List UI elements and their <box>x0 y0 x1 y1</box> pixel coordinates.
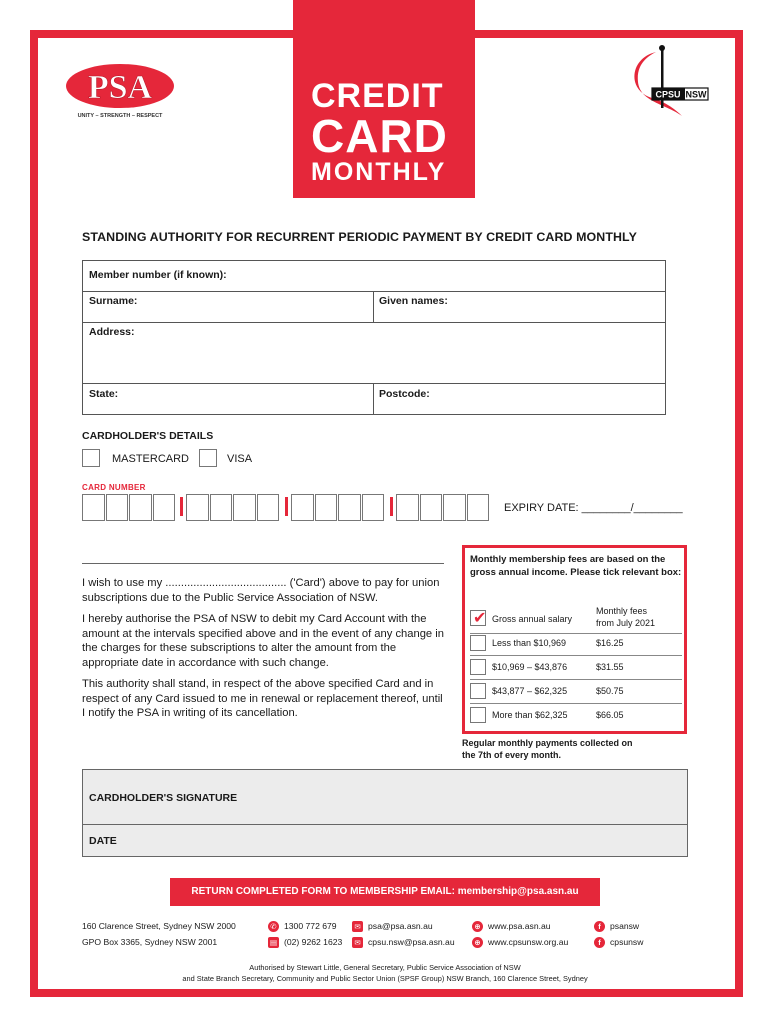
card-digit-box[interactable] <box>467 494 490 521</box>
footer-phones <box>284 918 342 950</box>
visa-checkbox[interactable] <box>199 449 217 467</box>
form-title: STANDING AUTHORITY FOR RECURRENT PERIODIC PAYMENT BY CREDIT CARD MONTHLY <box>82 230 637 244</box>
footer-emails <box>368 918 455 950</box>
fee-range-2: $10,969 – $43,876 <box>492 662 568 672</box>
email-icon: ✉ <box>352 921 363 932</box>
cpsu-nsw-text: NSW <box>685 89 707 100</box>
member-number-label: Member number (if known): <box>89 269 227 281</box>
card-digit-box[interactable] <box>186 494 209 521</box>
date-field[interactable] <box>83 825 687 857</box>
fee-range-3: $43,877 – $62,325 <box>492 686 568 696</box>
signature-box <box>82 769 688 857</box>
fee-amount-1: $16.25 <box>596 638 624 648</box>
psa-email-link[interactable]: psa@psa.asn.au <box>368 921 433 931</box>
authority-paragraph-3: This authority shall stand, in respect of the above specified Card and in respect of any Card issued to me in renewal or replacement thereof, until I notify the PSA in writing of its cancellation. <box>82 678 443 719</box>
card-number-separator <box>390 497 393 516</box>
postal-address: GPO Box 3365, Sydney NSW 2001 <box>82 937 218 947</box>
fee-amount-4: $66.05 <box>596 710 624 720</box>
fax-number: (02) 9262 1623 <box>284 937 343 947</box>
card-digit-box[interactable] <box>129 494 152 521</box>
authorisation-statement <box>0 963 770 984</box>
card-digit-box[interactable] <box>396 494 419 521</box>
authorisation-line-1: Authorised by Stewart Little, General Secretary, Public Service Association of NSW <box>249 963 521 972</box>
fee-checkbox-2[interactable] <box>470 659 486 675</box>
fee-range-4: More than $62,325 <box>492 710 568 720</box>
card-number-group-2[interactable] <box>186 494 280 521</box>
fees-header-row <box>470 606 682 634</box>
card-digit-box[interactable] <box>106 494 129 521</box>
card-digit-box[interactable] <box>233 494 256 521</box>
fee-amount-3: $50.75 <box>596 686 624 696</box>
card-digit-box[interactable] <box>362 494 385 521</box>
facebook-icon: f <box>594 921 605 932</box>
cpsu-email-link[interactable]: cpsu.nsw@psa.asn.au <box>368 937 455 947</box>
banner-line-credit: CREDIT <box>311 77 444 115</box>
fee-checkbox-1[interactable] <box>470 635 486 651</box>
surname-label: Surname: <box>89 295 138 307</box>
surname-field[interactable] <box>83 292 373 323</box>
divider-line <box>82 563 444 564</box>
state-field[interactable] <box>83 384 373 415</box>
given-names-field[interactable] <box>374 292 666 323</box>
card-digit-box[interactable] <box>315 494 338 521</box>
card-number-separator <box>285 497 288 516</box>
banner-line-monthly: MONTHLY <box>311 158 447 186</box>
facebook-icon: f <box>594 937 605 948</box>
footer-websites <box>488 918 568 950</box>
footer-address <box>82 918 236 950</box>
phone-number: 1300 772 679 <box>284 921 337 931</box>
monthly-fees-header: Monthly fees from July 2021 <box>596 606 656 628</box>
signature-field[interactable] <box>83 770 687 824</box>
member-number-row[interactable] <box>83 261 665 292</box>
postcode-label: Postcode: <box>379 388 430 400</box>
card-digit-box[interactable] <box>153 494 176 521</box>
card-digit-box[interactable] <box>257 494 280 521</box>
collection-note: Regular monthly payments collected on the 7th of every month. <box>462 738 633 760</box>
visa-label: VISA <box>227 453 253 465</box>
card-digit-box[interactable] <box>443 494 466 521</box>
state-label: State: <box>89 388 119 400</box>
fee-checkbox-4[interactable] <box>470 707 486 723</box>
card-digit-box[interactable] <box>291 494 314 521</box>
card-digit-box[interactable] <box>210 494 233 521</box>
phone-icon: ✆ <box>268 921 279 932</box>
globe-icon: ⊕ <box>472 937 483 948</box>
form-type-banner <box>293 0 475 198</box>
gross-salary-header: Gross annual salary <box>492 614 573 624</box>
checkmark-icon: ✔ <box>473 610 487 627</box>
card-number-group-1[interactable] <box>82 494 176 521</box>
globe-icon: ⊕ <box>472 921 483 932</box>
psa-website-link[interactable]: www.psa.asn.au <box>488 921 551 931</box>
authority-paragraph-1: I wish to use my ....................................... ('Card') above to pay for union subscriptions due to the Public Service Association of NSW. <box>82 577 440 604</box>
footer-social <box>610 918 643 950</box>
cpsu-facebook-link[interactable]: cpsunsw <box>610 937 644 947</box>
card-digit-box[interactable] <box>420 494 443 521</box>
cardholder-details-heading: CARDHOLDER'S DETAILS <box>82 430 214 442</box>
card-number-separator <box>180 497 183 516</box>
fee-row-1 <box>470 632 682 656</box>
authority-paragraph-2: I hereby authorise the PSA of NSW to debit my Card Account with the amount at the intervals specified above and in the event of any change in the charges for these subscriptions to alter the amount from the appropriate date in accordance with such change. <box>82 613 444 669</box>
psa-motto: UNITY – STRENGTH – RESPECT <box>77 113 163 119</box>
given-names-label: Given names: <box>379 295 448 307</box>
email-icon: ✉ <box>352 937 363 948</box>
address-label: Address: <box>89 326 135 338</box>
fees-box-title: Monthly membership fees are based on the gross annual income. Please tick relevant box: <box>470 554 682 578</box>
signature-label: CARDHOLDER'S SIGNATURE <box>89 792 238 804</box>
psa-logo <box>64 62 176 120</box>
fax-icon: ▤ <box>269 938 278 947</box>
fee-amount-2: $31.55 <box>596 662 624 672</box>
street-address: 160 Clarence Street, Sydney NSW 2000 <box>82 921 236 931</box>
card-number-group-3[interactable] <box>291 494 385 521</box>
address-row[interactable] <box>83 323 665 384</box>
return-instructions-bar: RETURN COMPLETED FORM TO MEMBERSHIP EMAIL: membership@psa.asn.au <box>170 878 600 906</box>
psa-facebook-link[interactable]: psansw <box>610 921 640 931</box>
fee-row-4 <box>470 704 682 728</box>
member-details-table <box>82 260 666 415</box>
card-number-label: CARD NUMBER <box>82 483 146 492</box>
card-digit-box[interactable] <box>82 494 105 521</box>
fee-checkbox-3[interactable] <box>470 683 486 699</box>
date-label: DATE <box>89 835 117 847</box>
card-digit-box[interactable] <box>338 494 361 521</box>
cpsu-logo-text: CPSU <box>655 89 681 100</box>
fee-row-3 <box>470 680 682 704</box>
postcode-field[interactable] <box>374 384 666 415</box>
expiry-date-field[interactable]: EXPIRY DATE: ________/________ <box>504 502 683 514</box>
fee-range-1: Less than $10,969 <box>492 638 567 648</box>
banner-line-card: CARD <box>311 110 448 162</box>
fees-header-checkbox[interactable] <box>470 610 486 626</box>
card-number-group-4[interactable] <box>396 494 490 521</box>
fee-row-2 <box>470 656 682 680</box>
cpsu-website-link[interactable]: www.cpsunsw.org.au <box>488 937 569 947</box>
cpsu-logo <box>626 44 710 118</box>
authorisation-line-2: and State Branch Secretary, Community and Public Sector Union (SPSF Group) NSW Branch, 160 Clarence Street, Sydney <box>182 973 588 983</box>
mastercard-checkbox[interactable] <box>82 449 100 467</box>
psa-logo-text: PSA <box>87 69 153 106</box>
mastercard-label: MASTERCARD <box>112 453 190 465</box>
